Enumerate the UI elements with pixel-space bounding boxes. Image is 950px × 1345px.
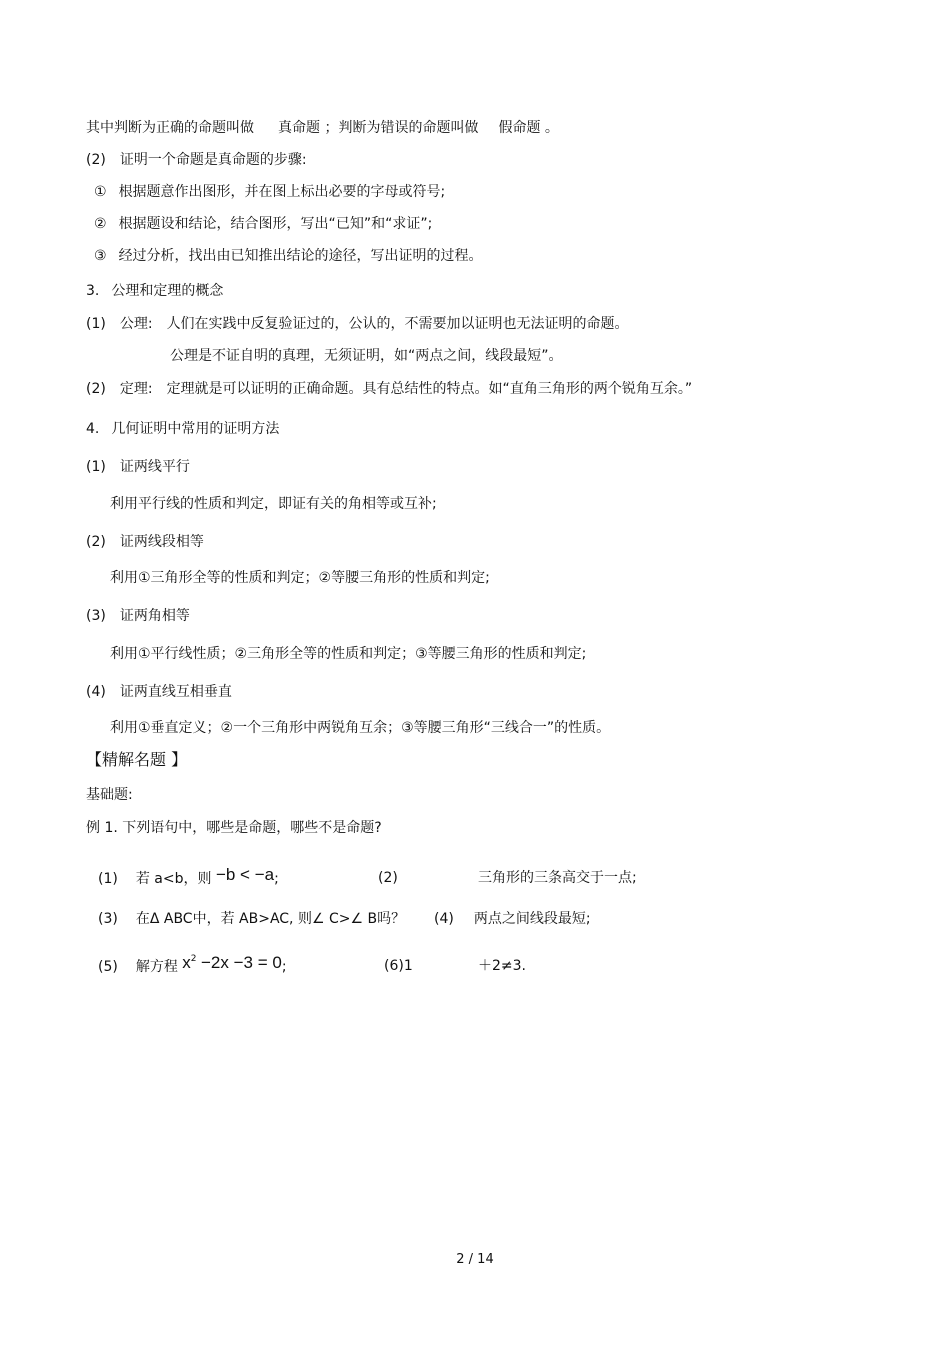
axiom-term: 公理: <box>119 316 153 332</box>
section3-label: 3. <box>86 283 100 299</box>
method-description: 利用①垂直定义；②一个三角形中两锐角互余；③等腰三角形“三线合一”的性质。 <box>110 720 611 736</box>
axiom-note: 公理是不证自明的真理，无须证明，如“两点之间，线段最短”。 <box>170 348 563 364</box>
question-label: (4) <box>434 911 454 927</box>
method-description: 利用平行线的性质和判定，即证有关的角相等或互补; <box>110 496 437 512</box>
basic-label: 基础题: <box>86 787 133 803</box>
method-name: 证两直线互相垂直 <box>119 684 232 700</box>
example-title: 例 1. 下列语句中，哪些是命题，哪些不是命题? <box>86 820 382 836</box>
question-4-text: 两点之间线段最短; <box>473 911 591 927</box>
section4-label: 4. <box>86 421 100 437</box>
method-description: 利用①平行线性质；②三角形全等的性质和判定；③等腰三角形的性质和判定; <box>110 646 587 662</box>
method-title <box>86 606 190 626</box>
question-2-text: 三角形的三条高交于一点; <box>478 870 637 886</box>
question-1-prefix: 若 a<b，则 <box>135 871 212 887</box>
question-5-suffix: ; <box>281 959 287 975</box>
question-5-math-exponent: 2 <box>190 954 197 964</box>
question-4 <box>434 909 591 929</box>
method-title <box>86 532 204 552</box>
proof-steps-heading <box>86 150 307 170</box>
featured-heading: 【精解名题 】 <box>86 750 188 769</box>
axiom-label: (1) <box>86 316 106 332</box>
question-label: (5) <box>98 959 118 975</box>
step-text: 根据题意作出图形，并在图上标出必要的字母或符号; <box>118 184 446 200</box>
page-number: 2 / 14 <box>456 1252 494 1267</box>
question-5-math-base: x <box>182 953 191 972</box>
false-proposition-term: 假命题 <box>498 120 541 136</box>
question-6-label: (6)1 <box>384 958 413 974</box>
question-label: (3) <box>98 911 118 927</box>
axiom-text: 人们在实践中反复验证过的，公认的，不需要加以证明也无法证明的命题。 <box>166 316 629 332</box>
method-title <box>86 457 190 477</box>
method-label: (4) <box>86 684 106 700</box>
proof-steps-label: (2) <box>86 152 106 168</box>
question-3-text: 在Δ ABC中，若 AB>AC, 则∠ C>∠ B吗？ <box>135 911 406 927</box>
proof-step <box>94 182 445 202</box>
question-5 <box>98 953 287 979</box>
step-text: 经过分析，找出由已知推出结论的途径，写出证明的过程。 <box>118 248 483 264</box>
question-1 <box>98 865 279 889</box>
proof-steps-title: 证明一个命题是真命题的步骤: <box>119 152 307 168</box>
step-marker: ② <box>94 216 107 232</box>
section3-title: 公理和定理的概念 <box>111 283 224 299</box>
section3-heading <box>86 281 223 301</box>
theorem-term: 定理: <box>119 381 153 397</box>
step-text: 根据题设和结论，结合图形，写出“已知”和“求证”; <box>118 216 433 232</box>
question-1-math: −b < −a <box>215 865 275 884</box>
question-1-suffix: ; <box>274 871 279 887</box>
intro-line <box>86 118 559 138</box>
step-marker: ① <box>94 184 107 200</box>
proof-step <box>94 214 432 234</box>
method-description: 利用①三角形全等的性质和判定；②等腰三角形的性质和判定; <box>110 570 490 586</box>
question-5-prefix: 解方程 <box>135 959 178 975</box>
intro-prefix: 其中判断为正确的命题叫做 <box>86 120 254 136</box>
method-label: (2) <box>86 534 106 550</box>
intro-mid: ；判断为错误的命题叫做 <box>324 120 479 136</box>
question-label: (1) <box>98 871 118 887</box>
method-name: 证两角相等 <box>119 608 190 624</box>
section4-heading <box>86 419 279 439</box>
method-name: 证两线段相等 <box>119 534 204 550</box>
question-6-text: ＋2≠3. <box>478 958 526 974</box>
proof-step <box>94 246 483 266</box>
question-3 <box>98 909 405 929</box>
theorem-text: 定理就是可以证明的正确命题。具有总结性的特点。如“直角三角形的两个锐角互余。” <box>166 381 693 397</box>
step-marker: ③ <box>94 248 107 264</box>
question-2-label: (2) <box>378 870 398 886</box>
axiom-definition <box>86 314 629 334</box>
true-proposition-term: 真命题 <box>278 120 320 136</box>
theorem-label: (2) <box>86 381 106 397</box>
method-label: (1) <box>86 459 106 475</box>
intro-end: 。 <box>544 120 559 136</box>
section4-title: 几何证明中常用的证明方法 <box>111 421 280 437</box>
method-name: 证两线平行 <box>119 459 190 475</box>
question-5-math-rest: −2x −3 = 0 <box>200 953 282 972</box>
theorem-definition <box>86 379 692 399</box>
method-title <box>86 682 232 702</box>
method-label: (3) <box>86 608 106 624</box>
